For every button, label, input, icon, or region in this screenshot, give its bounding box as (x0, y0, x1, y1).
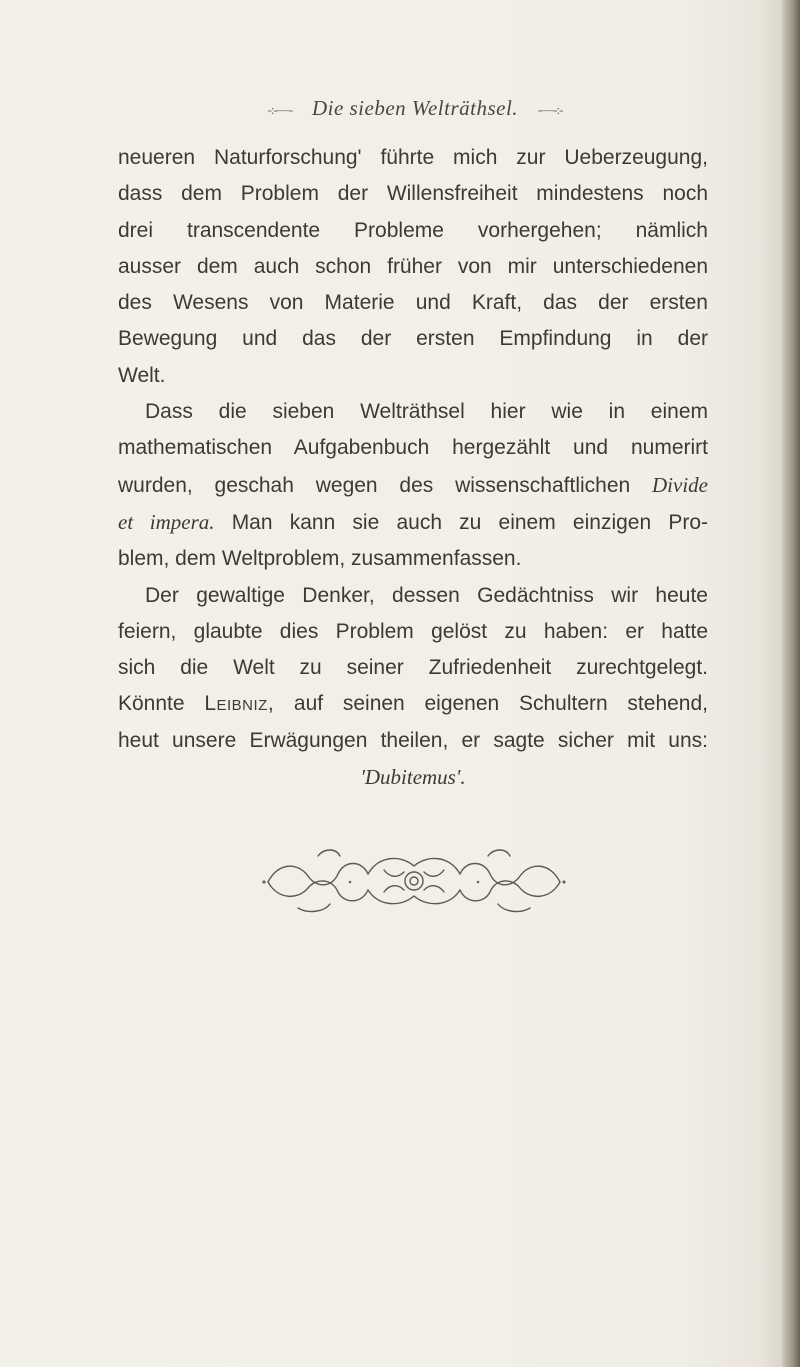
text-line: drei transcendente Probleme vorhergehen; nämlich (118, 218, 708, 242)
text-fragment: wurden, geschah wegen des wissenschaftlichen (118, 473, 631, 497)
head-ornament-right: -—-:- (537, 102, 563, 118)
text-line (118, 504, 708, 541)
text-fragment: Man kann sie auch zu einem einzigen Pro- (231, 510, 708, 534)
text-line: dass dem Problem der Willensfreiheit mindestens noch (118, 182, 708, 206)
closing-quote: 'Dubitemus'. (360, 765, 466, 790)
page-binding-edge (782, 0, 800, 1367)
text-line: blem, dem Weltproblem, zusammenfassen. (118, 547, 522, 571)
text-line: ausser dem auch schon früher von mir unterschiedenen (118, 254, 708, 278)
text-line: Welt. (118, 363, 166, 387)
body-text (118, 140, 708, 795)
running-head-title: Die sieben Welträthsel. (311, 96, 519, 120)
decorative-tailpiece-ornament-icon (258, 842, 570, 914)
text-line: des Wesens von Materie und Kraft, das der ersten (118, 291, 708, 315)
text-line: Bewegung und das der ersten Empfindung in der (118, 327, 708, 351)
text-line (118, 686, 708, 722)
text-line: heut unsere Erwägungen theilen, er sagte sicher mit uns: (118, 728, 708, 752)
text-fragment: Könnte (118, 692, 185, 716)
italic-phrase: Divide (652, 472, 708, 497)
italic-phrase: et impera. (118, 509, 215, 534)
text-fragment: auf seinen eigenen Schultern stehend, (293, 692, 708, 716)
text-line: Der gewaltige Denker, dessen Gedächtniss wir heute (145, 583, 708, 607)
text-line: mathematischen Aufgabenbuch hergezählt und numerirt (118, 436, 708, 460)
name-smallcaps: Leibniz, (204, 692, 275, 716)
text-line: sich die Welt zu seiner Zufriedenheit zurechtgelegt. (118, 656, 708, 680)
text-line: neueren Naturforschung' führte mich zur Ueberzeugung, (118, 146, 708, 169)
running-head (0, 96, 800, 121)
text-line: feiern, glaubte dies Problem gelöst zu haben: er hatte (118, 619, 708, 643)
text-line (118, 467, 708, 504)
head-ornament-left: -:-—- (267, 102, 293, 118)
text-line: Dass die sieben Welträthsel hier wie in einem (145, 400, 708, 424)
